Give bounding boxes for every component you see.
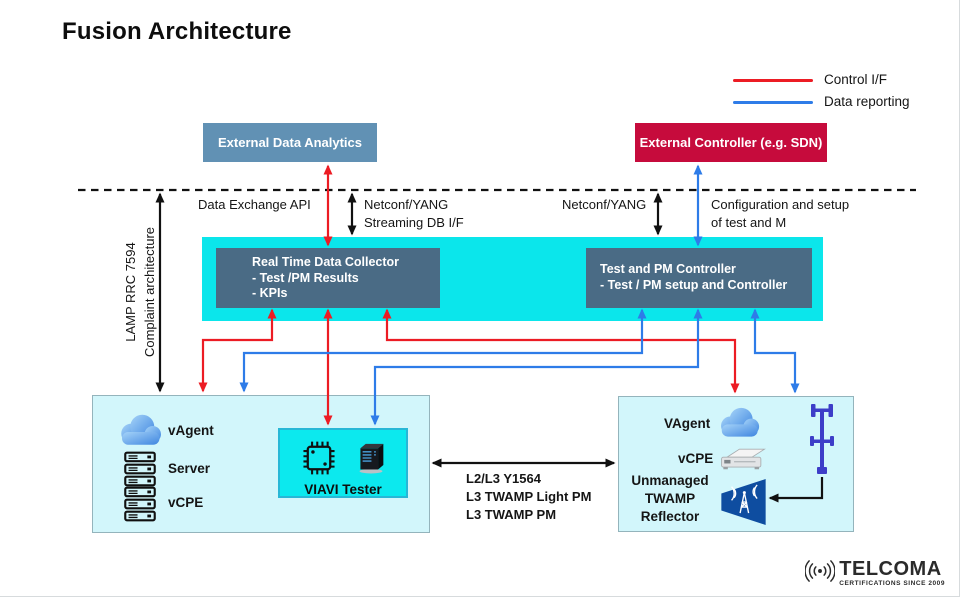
netconf-label: Netconf/YANG	[562, 197, 647, 212]
telcoma-logo	[805, 559, 945, 587]
external-controller-box: External Controller (e.g. SDN)	[635, 123, 827, 162]
real-time-data-collector-box: Real Time Data Collector - Test /PM Results - KPIs	[216, 248, 440, 308]
unmanaged-reflector-label: Unmanaged TWAMP Reflector	[631, 473, 709, 524]
server-label: Server	[168, 461, 211, 476]
legend-control-label: Control I/F	[824, 72, 888, 87]
logo-name: TELCOMA	[839, 558, 942, 580]
arrow-blue-rightsite	[755, 310, 795, 392]
legend-control-line	[733, 79, 813, 82]
vagent-label: vAgent	[168, 423, 214, 438]
arrow-blue-leftsite	[244, 310, 642, 391]
arrow-red-rightsite	[387, 310, 735, 392]
viavi-tester-label: VIAVI Tester	[304, 482, 382, 497]
vcpe-right-label: vCPE	[678, 451, 714, 466]
config-setup-label: Configuration and setup of test and M	[711, 197, 850, 230]
viavi-tester-box	[278, 428, 408, 498]
logo-tagline: CERTIFICATIONS SINCE 2009	[839, 580, 945, 587]
legend-data-label: Data reporting	[824, 94, 910, 109]
antenna-mast-icon	[806, 403, 838, 479]
vcpe-left-label: vCPE	[168, 495, 204, 510]
external-data-analytics-box: External Data Analytics	[203, 123, 377, 162]
chip-icon	[300, 438, 338, 478]
appliance-server-icon	[718, 446, 768, 472]
test-pm-controller-box: Test and PM Controller - Test / PM setup and Controller	[586, 248, 812, 308]
page-title: Fusion Architecture	[62, 18, 292, 45]
legend-data-line	[733, 101, 813, 104]
tower-server-icon	[356, 442, 386, 474]
cloud-icon	[116, 412, 164, 446]
rack-server-icon	[123, 451, 157, 487]
link-protocol-labels: L2/L3 Y1564 L3 TWAMP Light PM L3 TWAMP PM	[466, 471, 592, 522]
netconf-streaming-label: Netconf/YANG Streaming DB I/F	[364, 197, 464, 230]
rack-server-icon	[123, 486, 157, 522]
data-exchange-api-label: Data Exchange API	[198, 197, 311, 212]
cloud-icon	[716, 405, 762, 438]
vagent-right-label: VAgent	[664, 416, 711, 431]
twamp-reflector-icon	[721, 479, 766, 525]
signal-icon	[805, 559, 835, 583]
lamp-architecture-label: LAMP RRC 7594 Complaint architecture	[123, 226, 157, 358]
